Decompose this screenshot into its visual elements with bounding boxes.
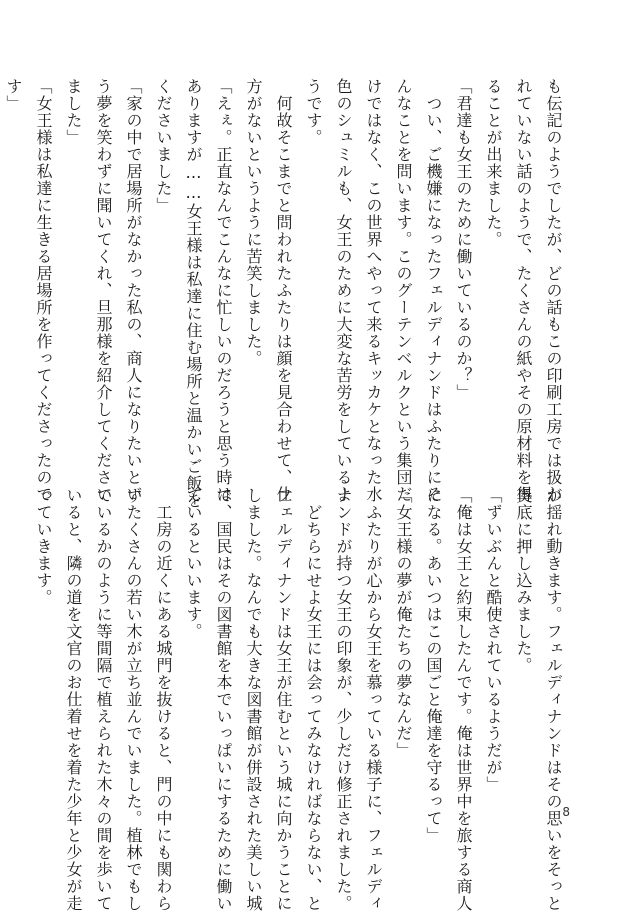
text-line: 何故そこまでと問われたふたりは顔を見合わせて、仕 bbox=[274, 78, 293, 503]
text-line: ふたりが心から女王を慕っている様子に、フェルディ bbox=[364, 487, 383, 912]
text-line: う夢を笑わずに聞いてくれ、旦那様を紹介してください bbox=[94, 78, 113, 503]
text-line: 「君達も女王のために働いているのか？」 bbox=[454, 78, 473, 401]
text-line: ナンドが持つ女王の印象が、少しだけ修正されました。 bbox=[334, 487, 353, 912]
text-line: が揺れ動きます。フェルディナンドはその思いをそっと bbox=[544, 487, 563, 912]
text-line: 色のシュミルも、女王のために大変な苦労をしているよ bbox=[334, 78, 353, 503]
text-line: で、国民はその図書館を本でいっぱいにするために働い bbox=[214, 487, 233, 912]
text-line: も伝記のようでしたが、どの話もこの印刷工房では扱わ bbox=[544, 78, 563, 503]
text-line: うです。 bbox=[304, 78, 323, 146]
text-line: んなことを問います。このグーテンベルクという集団だ bbox=[394, 78, 413, 503]
text-line: つい、ご機嫌になったフェルディナンドはふたりにそ bbox=[424, 78, 443, 503]
text-line: す」 bbox=[4, 78, 23, 112]
text-line: ることが出来ました。 bbox=[484, 78, 503, 248]
text-line: ました」 bbox=[64, 78, 83, 146]
text-line: っていきます。 bbox=[34, 487, 53, 606]
text-line: になる。あいつはこの国ごと俺達を守るって」 bbox=[424, 487, 443, 844]
text-line: ているかのように等間隔で植えられた木々の間を歩いて bbox=[94, 487, 113, 912]
text-line: フェルディナンドは女王が住むという城に向かうことに bbox=[274, 487, 293, 912]
text-line: 「ずいぶんと酷使されているようだが」 bbox=[484, 487, 503, 793]
text-line: れていない話のようで、たくさんの紙やその原材料を得 bbox=[514, 78, 533, 503]
text-line: 「俺は女王と約束したんです。俺は世界中を旅する商人 bbox=[454, 487, 473, 912]
text-line: 方がないというように苦笑しました。 bbox=[244, 78, 263, 367]
text-line: くださいました」 bbox=[154, 78, 173, 214]
text-line: 工房の近くにある城門を抜けると、門の中にも関わら bbox=[154, 487, 173, 912]
text-line: けではなく、この世界へやって来るキッカケとなった水 bbox=[364, 78, 383, 503]
text-line: ありますが……女王様は私達に住む場所と温かいご飯を bbox=[184, 78, 203, 509]
text-line: 奥底に押し込みました。 bbox=[514, 487, 533, 674]
text-line: 「女王様の夢が俺たちの夢なんだ」 bbox=[394, 487, 413, 759]
text-line: いると、隣の道を文官のお仕着せを着た少年と少女が走 bbox=[64, 487, 83, 912]
page-number: 8 bbox=[562, 805, 570, 819]
text-line: ているといいます。 bbox=[184, 487, 203, 640]
text-line: 「家の中で居場所がなかった私の、商人になりたいとい bbox=[124, 78, 143, 503]
text-line: どちらにせよ女王には会ってみなければならない、と bbox=[304, 487, 323, 912]
text-line: 「女王様は私達に生きる居場所を作ってくださったので bbox=[34, 78, 53, 503]
top-text-block bbox=[0, 78, 634, 509]
text-line: 「えぇ。正直なんでこんなに忙しいのだろうと思う時は bbox=[214, 78, 233, 503]
text-line: ずたくさんの若い木が立ち並んでいました。植林でもし bbox=[124, 487, 143, 912]
text-line: しました。なんでも大きな図書館が併設された美しい城 bbox=[244, 487, 263, 912]
bottom-text-block bbox=[0, 487, 634, 912]
